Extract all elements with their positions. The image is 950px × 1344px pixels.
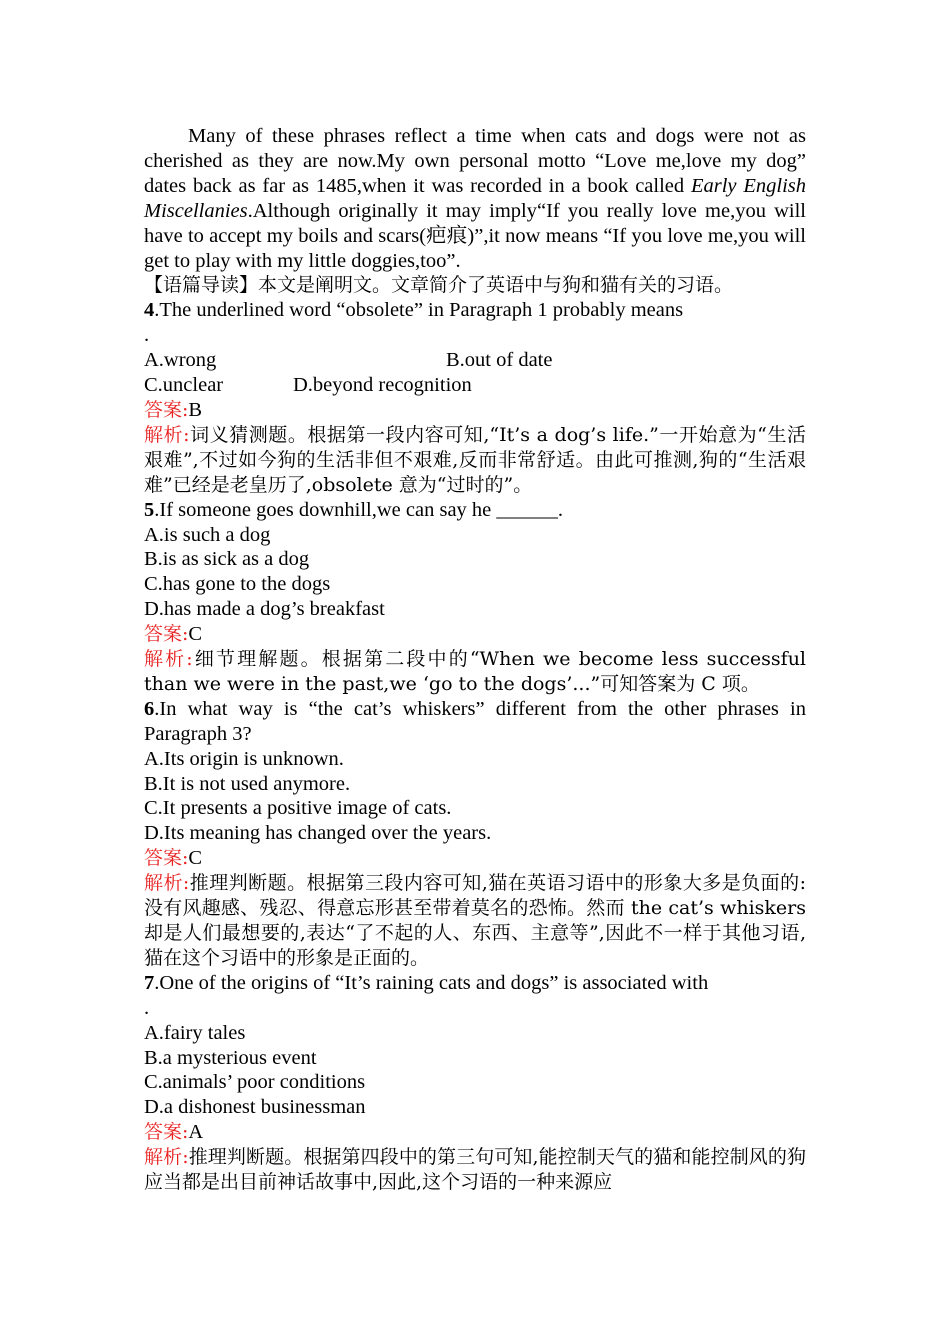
answer-label: 答案:: [144, 1121, 189, 1144]
question-stem: [144, 298, 806, 323]
question-stem: [144, 498, 806, 523]
question-stem: [144, 697, 806, 747]
option-a: A.is such a dog: [144, 523, 271, 546]
answer-label: 答案:: [144, 847, 189, 870]
question-number: 6: [144, 697, 155, 720]
document-page: [144, 124, 806, 1195]
analysis-line: [144, 647, 806, 697]
option-d: D.a dishonest businessman: [144, 1096, 366, 1119]
analysis-line: [144, 871, 806, 971]
option-b: B.out of date: [446, 349, 553, 372]
analysis-label: 解析:: [144, 648, 193, 671]
question-number: 4: [144, 299, 155, 322]
question-7: [144, 971, 806, 1195]
guide-text: 本文是阐明文。文章简介了英语中与狗和猫有关的习语。: [258, 274, 734, 297]
answer-value: C: [188, 847, 203, 870]
option-row: [144, 348, 806, 373]
option-b: B.a mysterious event: [144, 1046, 317, 1069]
question-5: [144, 498, 806, 697]
option-a: A.Its origin is unknown.: [144, 747, 344, 770]
analysis-line: [144, 1145, 806, 1195]
question-text: .One of the origins of “It’s raining cats and dogs” is associated with: [154, 971, 709, 994]
analysis-label: 解析:: [144, 1146, 189, 1169]
answer-line: [144, 846, 806, 871]
answer-value: B: [188, 398, 203, 421]
option-c: C.animals’ poor conditions: [144, 1071, 366, 1094]
answer-line: [144, 398, 806, 423]
analysis-text: 词义猜测题。根据第一段内容可知,“It’s a dog’s life.”一开始意为“生活艰难”,不过如今狗的生活非但不艰难,反而非常舒适。由此可推测,狗的“生活艰难”已经是老皇历了,obsolete 意为“过时的”。: [144, 423, 806, 496]
option-b: B.is as sick as a dog: [144, 548, 310, 571]
option-d: D.Its meaning has changed over the years.: [144, 822, 492, 845]
answer-value: C: [188, 623, 203, 646]
option-c: C.has gone to the dogs: [144, 573, 331, 596]
option-d: D.has made a dog’s breakfast: [144, 598, 385, 621]
guide-label: 【语篇导读】: [144, 274, 259, 297]
answer-line: [144, 1120, 806, 1145]
question-blank: .: [144, 324, 150, 347]
question-6: [144, 697, 806, 971]
analysis-label: 解析:: [144, 423, 190, 446]
option-c: C.unclear: [144, 374, 224, 397]
question-number: 7: [144, 971, 155, 994]
book-title: Early English Miscellanies: [144, 174, 806, 222]
analysis-line: [144, 423, 806, 498]
option-a: A.wrong: [144, 349, 217, 372]
question-text: .In what way is “the cat’s whiskers” different from the other phrases in Paragraph 3?: [144, 697, 806, 745]
answer-line: [144, 622, 806, 647]
passage-paragraph: [144, 124, 806, 273]
question-text: .If someone goes downhill,we can say he ______.: [154, 498, 564, 521]
analysis-text: 细节理解题。根据第二段中的“When we become less successful than we were in the past,we ‘go to the dogs’...”可知答案为 C 项。: [144, 648, 807, 695]
answer-value: A: [188, 1121, 204, 1144]
option-a: A.fairy tales: [144, 1021, 246, 1044]
option-b: B.It is not used anymore.: [144, 772, 351, 795]
option-d: D.beyond recognition: [293, 374, 472, 397]
answer-label: 答案:: [144, 398, 189, 421]
analysis-label: 解析:: [144, 872, 190, 895]
answer-label: 答案:: [144, 623, 189, 646]
option-row: [144, 373, 806, 398]
analysis-text: 推理判断题。根据第四段中的第三句可知,能控制天气的猫和能控制风的狗应当都是出目前神话故事中,因此,这个习语的一种来源应: [144, 1146, 806, 1194]
question-text: .The underlined word “obsolete” in Paragraph 1 probably means: [154, 299, 684, 322]
question-stem: [144, 971, 806, 996]
analysis-text: 推理判断题。根据第三段内容可知,猫在英语习语中的形象大多是负面的:没有风趣感、残忍、得意忘形甚至带着莫名的恐怖。然而 the cat’s whiskers 却是人们最想要的,表达“了不起的人、东西、主意等”,因此不一样于其他习语,猫在这个习语中的形象是正面的。: [144, 872, 806, 969]
question-number: 5: [144, 498, 155, 521]
option-c: C.It presents a positive image of cats.: [144, 797, 452, 820]
question-blank: .: [144, 996, 150, 1019]
question-4: [144, 298, 806, 497]
passage-text-1: Many of these phrases reflect a time when cats and dogs were not as cherished as they are now.My own personal motto “Love me,love my dog” dates back as far as 1485,when it was recorded in a book called: [144, 125, 806, 197]
passage-text-2: .Although originally it may imply“If you really love me,you will have to accept my boils and scars(疤痕)”,it now means “If you love me,you will get to play with my little doggies,too”.: [144, 199, 806, 272]
reading-guide: [144, 273, 806, 298]
